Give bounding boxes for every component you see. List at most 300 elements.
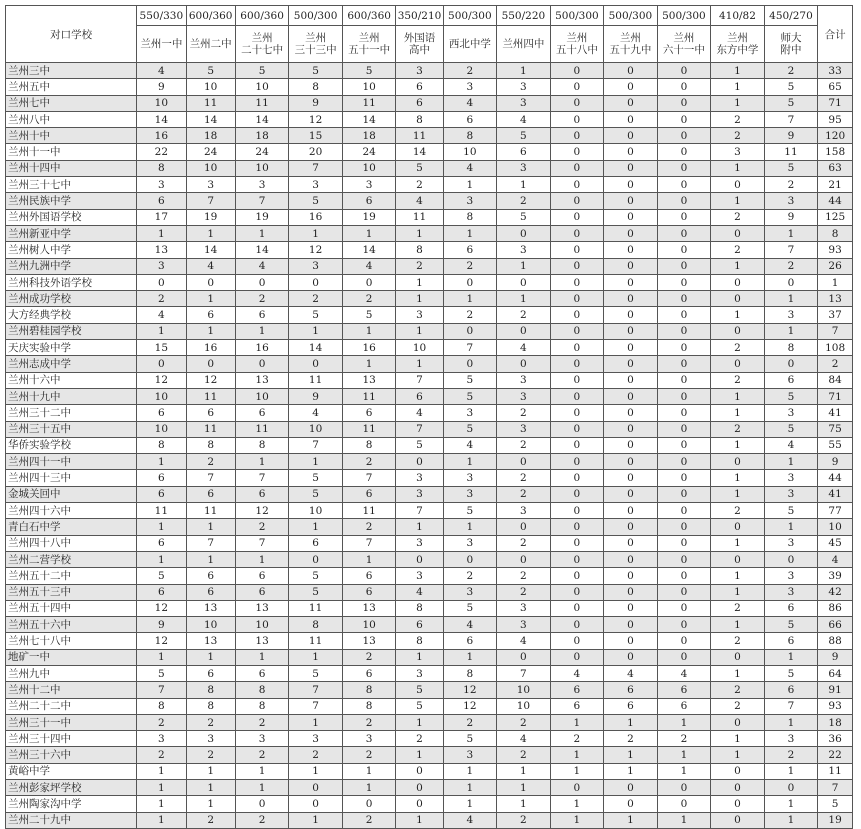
quota-cell: 0 bbox=[550, 209, 604, 225]
quota-cell: 4 bbox=[186, 258, 235, 274]
quota-cell: 0 bbox=[711, 274, 765, 290]
quota-cell: 0 bbox=[550, 405, 604, 421]
quota-cell: 12 bbox=[235, 503, 289, 519]
quota-cell: 0 bbox=[235, 796, 289, 812]
quota-cell: 2 bbox=[342, 454, 396, 470]
quota-cell: 3 bbox=[235, 177, 289, 193]
quota-cell: 0 bbox=[657, 437, 711, 453]
target-school-header bbox=[342, 26, 396, 63]
quota-cell: 0 bbox=[711, 356, 765, 372]
quota-cell: 0 bbox=[550, 600, 604, 616]
quota-cell: 6 bbox=[235, 405, 289, 421]
quota-cell: 11 bbox=[342, 421, 396, 437]
quota-cell: 2 bbox=[235, 714, 289, 730]
quota-cell: 0 bbox=[764, 356, 818, 372]
table-row bbox=[6, 731, 853, 747]
quota-cell: 13 bbox=[235, 600, 289, 616]
quota-cell: 2 bbox=[235, 291, 289, 307]
quota-cell: 0 bbox=[604, 193, 658, 209]
total-cell: 55 bbox=[818, 437, 853, 453]
source-school-cell: 兰州陶家沟中学 bbox=[6, 796, 137, 812]
quota-cell: 0 bbox=[711, 714, 765, 730]
table-row bbox=[6, 649, 853, 665]
quota-cell: 0 bbox=[342, 796, 396, 812]
quota-cell: 1 bbox=[396, 714, 443, 730]
quota-cell: 11 bbox=[396, 128, 443, 144]
quota-cell: 5 bbox=[443, 731, 497, 747]
quota-cell: 17 bbox=[137, 209, 186, 225]
quota-cell: 4 bbox=[443, 95, 497, 111]
quota-cell: 1 bbox=[396, 225, 443, 241]
quota-cell: 0 bbox=[497, 454, 551, 470]
quota-cell: 0 bbox=[657, 274, 711, 290]
quota-cell: 0 bbox=[764, 274, 818, 290]
quota-cell: 4 bbox=[497, 111, 551, 127]
quota-cell: 0 bbox=[497, 649, 551, 665]
quota-cell: 7 bbox=[497, 665, 551, 681]
quota-cell: 2 bbox=[711, 242, 765, 258]
quota-cell: 2 bbox=[342, 519, 396, 535]
quota-cell: 0 bbox=[657, 486, 711, 502]
quota-cell: 2 bbox=[342, 747, 396, 763]
quota-cell: 3 bbox=[289, 258, 343, 274]
target-school-header bbox=[289, 26, 343, 63]
quota-cell: 5 bbox=[443, 388, 497, 404]
table-row bbox=[6, 307, 853, 323]
quota-cell: 1 bbox=[711, 79, 765, 95]
quota-cell: 11 bbox=[289, 372, 343, 388]
quota-cell: 1 bbox=[711, 63, 765, 79]
quota-cell: 8 bbox=[443, 209, 497, 225]
quota-cell: 11 bbox=[235, 95, 289, 111]
total-cell: 9 bbox=[818, 454, 853, 470]
target-school-name: 二十七中 bbox=[241, 44, 284, 56]
quota-cell: 0 bbox=[289, 356, 343, 372]
quota-cell: 19 bbox=[342, 209, 396, 225]
quota-cell: 6 bbox=[443, 242, 497, 258]
quota-cell: 0 bbox=[550, 388, 604, 404]
source-school-cell: 兰州三十五中 bbox=[6, 421, 137, 437]
quota-cell: 6 bbox=[186, 405, 235, 421]
quota-cell: 3 bbox=[342, 731, 396, 747]
quota-cell: 7 bbox=[342, 535, 396, 551]
quota-cell: 5 bbox=[289, 470, 343, 486]
quota-cell: 2 bbox=[711, 503, 765, 519]
total-cell: 9 bbox=[818, 649, 853, 665]
quota-cell: 1 bbox=[137, 323, 186, 339]
quota-cell: 0 bbox=[604, 780, 658, 796]
quota-cell: 5 bbox=[396, 160, 443, 176]
quota-cell: 3 bbox=[396, 63, 443, 79]
quota-cell: 2 bbox=[289, 747, 343, 763]
quota-cell: 0 bbox=[657, 617, 711, 633]
quota-cell: 6 bbox=[443, 111, 497, 127]
quota-cell: 7 bbox=[342, 470, 396, 486]
source-school-cell: 兰州十中 bbox=[6, 128, 137, 144]
quota-cell: 3 bbox=[443, 584, 497, 600]
quota-cell: 4 bbox=[443, 160, 497, 176]
quota-cell: 1 bbox=[497, 780, 551, 796]
table-row bbox=[6, 812, 853, 828]
score-line-header: 450/270 bbox=[764, 6, 818, 26]
quota-cell: 12 bbox=[186, 372, 235, 388]
quota-cell: 2 bbox=[711, 209, 765, 225]
quota-cell: 8 bbox=[137, 698, 186, 714]
quota-cell: 0 bbox=[289, 274, 343, 290]
quota-cell: 5 bbox=[443, 421, 497, 437]
quota-cell: 6 bbox=[396, 79, 443, 95]
table-row bbox=[6, 356, 853, 372]
quota-cell: 0 bbox=[443, 551, 497, 567]
total-cell: 7 bbox=[818, 780, 853, 796]
quota-cell: 16 bbox=[289, 209, 343, 225]
quota-cell: 2 bbox=[137, 291, 186, 307]
quota-cell: 3 bbox=[764, 486, 818, 502]
source-school-cell: 兰州十六中 bbox=[6, 372, 137, 388]
quota-cell: 6 bbox=[235, 486, 289, 502]
quota-cell: 0 bbox=[711, 780, 765, 796]
quota-cell: 6 bbox=[396, 95, 443, 111]
quota-cell: 0 bbox=[657, 209, 711, 225]
target-school-name: 兰州 bbox=[619, 32, 641, 44]
quota-cell: 2 bbox=[497, 193, 551, 209]
quota-cell: 18 bbox=[186, 128, 235, 144]
quota-cell: 1 bbox=[342, 780, 396, 796]
quota-cell: 0 bbox=[550, 63, 604, 79]
quota-cell: 0 bbox=[657, 307, 711, 323]
quota-cell: 1 bbox=[289, 519, 343, 535]
quota-cell: 2 bbox=[342, 291, 396, 307]
quota-cell: 0 bbox=[711, 551, 765, 567]
quota-cell: 6 bbox=[550, 682, 604, 698]
quota-cell: 1 bbox=[657, 763, 711, 779]
table-row bbox=[6, 258, 853, 274]
table-row bbox=[6, 470, 853, 486]
quota-cell: 0 bbox=[396, 763, 443, 779]
quota-cell: 2 bbox=[711, 372, 765, 388]
table-row bbox=[6, 421, 853, 437]
quota-cell: 1 bbox=[186, 796, 235, 812]
quota-cell: 4 bbox=[550, 665, 604, 681]
quota-cell: 0 bbox=[550, 340, 604, 356]
quota-cell: 3 bbox=[289, 177, 343, 193]
quota-cell: 0 bbox=[550, 111, 604, 127]
quota-cell: 3 bbox=[137, 177, 186, 193]
quota-cell: 0 bbox=[604, 633, 658, 649]
quota-cell: 6 bbox=[137, 193, 186, 209]
total-cell: 36 bbox=[818, 731, 853, 747]
quota-cell: 3 bbox=[443, 405, 497, 421]
total-cell: 1 bbox=[818, 274, 853, 290]
quota-cell: 0 bbox=[657, 291, 711, 307]
quota-cell: 0 bbox=[550, 177, 604, 193]
total-cell: 4 bbox=[818, 551, 853, 567]
quota-cell: 1 bbox=[657, 812, 711, 828]
quota-cell: 15 bbox=[137, 340, 186, 356]
quota-cell: 0 bbox=[657, 225, 711, 241]
quota-cell: 1 bbox=[137, 454, 186, 470]
quota-cell: 5 bbox=[289, 486, 343, 502]
source-school-cell: 兰州五十三中 bbox=[6, 584, 137, 600]
quota-cell: 3 bbox=[443, 470, 497, 486]
quota-cell: 10 bbox=[396, 340, 443, 356]
quota-cell: 0 bbox=[604, 356, 658, 372]
quota-cell: 1 bbox=[764, 291, 818, 307]
source-school-cell: 兰州成功学校 bbox=[6, 291, 137, 307]
quota-cell: 8 bbox=[137, 160, 186, 176]
quota-cell: 9 bbox=[289, 95, 343, 111]
quota-cell: 7 bbox=[289, 437, 343, 453]
total-cell: 18 bbox=[818, 714, 853, 730]
target-school-name: 五十一中 bbox=[348, 44, 391, 56]
quota-cell: 2 bbox=[289, 291, 343, 307]
quota-cell: 1 bbox=[186, 649, 235, 665]
target-school-name: 外国语 bbox=[403, 32, 436, 44]
quota-cell: 1 bbox=[235, 323, 289, 339]
quota-cell: 8 bbox=[443, 128, 497, 144]
quota-cell: 8 bbox=[443, 665, 497, 681]
quota-cell: 6 bbox=[657, 682, 711, 698]
quota-cell: 4 bbox=[396, 405, 443, 421]
source-school-cell: 兰州四十八中 bbox=[6, 535, 137, 551]
table-row bbox=[6, 372, 853, 388]
quota-cell: 2 bbox=[497, 486, 551, 502]
quota-cell: 0 bbox=[657, 600, 711, 616]
quota-cell: 0 bbox=[657, 356, 711, 372]
total-cell: 120 bbox=[818, 128, 853, 144]
quota-cell: 1 bbox=[186, 519, 235, 535]
quota-cell: 11 bbox=[342, 388, 396, 404]
quota-cell: 6 bbox=[186, 486, 235, 502]
quota-cell: 6 bbox=[342, 405, 396, 421]
quota-cell: 8 bbox=[764, 340, 818, 356]
quota-cell: 6 bbox=[764, 682, 818, 698]
quota-cell: 0 bbox=[764, 780, 818, 796]
total-cell: 44 bbox=[818, 470, 853, 486]
quota-cell: 6 bbox=[137, 535, 186, 551]
quota-cell: 10 bbox=[289, 503, 343, 519]
quota-cell: 1 bbox=[497, 177, 551, 193]
total-cell: 8 bbox=[818, 225, 853, 241]
quota-cell: 2 bbox=[497, 405, 551, 421]
quota-cell: 3 bbox=[443, 535, 497, 551]
quota-cell: 1 bbox=[711, 665, 765, 681]
quota-cell: 0 bbox=[604, 63, 658, 79]
quota-cell: 3 bbox=[396, 535, 443, 551]
quota-cell: 2 bbox=[186, 812, 235, 828]
quota-cell: 0 bbox=[604, 209, 658, 225]
source-school-cell: 兰州五十四中 bbox=[6, 600, 137, 616]
quota-cell: 1 bbox=[396, 323, 443, 339]
quota-cell: 0 bbox=[497, 225, 551, 241]
quota-cell: 5 bbox=[764, 79, 818, 95]
quota-cell: 10 bbox=[186, 617, 235, 633]
quota-cell: 6 bbox=[604, 682, 658, 698]
quota-cell: 16 bbox=[186, 340, 235, 356]
quota-cell: 0 bbox=[657, 63, 711, 79]
quota-cell: 2 bbox=[235, 812, 289, 828]
total-cell: 21 bbox=[818, 177, 853, 193]
total-cell: 108 bbox=[818, 340, 853, 356]
quota-cell: 7 bbox=[289, 682, 343, 698]
source-school-cell: 兰州七十八中 bbox=[6, 633, 137, 649]
quota-cell: 0 bbox=[137, 274, 186, 290]
quota-cell: 0 bbox=[604, 79, 658, 95]
table-row bbox=[6, 405, 853, 421]
allocation-table-container bbox=[5, 5, 853, 829]
quota-cell: 3 bbox=[497, 372, 551, 388]
quota-cell: 0 bbox=[657, 177, 711, 193]
quota-cell: 1 bbox=[186, 551, 235, 567]
quota-cell: 6 bbox=[764, 600, 818, 616]
quota-cell: 0 bbox=[657, 372, 711, 388]
quota-cell: 1 bbox=[137, 812, 186, 828]
table-row bbox=[6, 63, 853, 79]
quota-cell: 2 bbox=[497, 584, 551, 600]
quota-cell: 0 bbox=[550, 225, 604, 241]
quota-cell: 5 bbox=[764, 388, 818, 404]
total-cell: 41 bbox=[818, 486, 853, 502]
quota-cell: 14 bbox=[186, 111, 235, 127]
quota-cell: 10 bbox=[186, 79, 235, 95]
quota-cell: 1 bbox=[764, 649, 818, 665]
total-cell: 86 bbox=[818, 600, 853, 616]
quota-cell: 3 bbox=[497, 388, 551, 404]
quota-cell: 0 bbox=[604, 568, 658, 584]
quota-cell: 3 bbox=[186, 731, 235, 747]
quota-cell: 13 bbox=[186, 600, 235, 616]
quota-cell: 0 bbox=[289, 796, 343, 812]
source-school-cell: 兰州十二中 bbox=[6, 682, 137, 698]
target-school-header bbox=[550, 26, 604, 63]
quota-cell: 11 bbox=[289, 600, 343, 616]
quota-cell: 1 bbox=[711, 193, 765, 209]
quota-cell: 1 bbox=[235, 551, 289, 567]
quota-cell: 8 bbox=[396, 242, 443, 258]
quota-cell: 8 bbox=[396, 111, 443, 127]
total-cell: 88 bbox=[818, 633, 853, 649]
quota-cell: 0 bbox=[550, 454, 604, 470]
quota-cell: 11 bbox=[235, 421, 289, 437]
total-cell: 91 bbox=[818, 682, 853, 698]
quota-cell: 1 bbox=[550, 812, 604, 828]
quota-cell: 1 bbox=[235, 763, 289, 779]
quota-cell: 1 bbox=[443, 225, 497, 241]
quota-cell: 1 bbox=[711, 617, 765, 633]
quota-cell: 0 bbox=[550, 193, 604, 209]
table-row bbox=[6, 551, 853, 567]
target-school-name: 高中 bbox=[409, 44, 430, 56]
quota-cell: 5 bbox=[289, 63, 343, 79]
quota-cell: 10 bbox=[235, 388, 289, 404]
quota-cell: 9 bbox=[289, 388, 343, 404]
quota-cell: 8 bbox=[186, 437, 235, 453]
quota-cell: 3 bbox=[764, 307, 818, 323]
quota-cell: 1 bbox=[443, 796, 497, 812]
quota-cell: 1 bbox=[604, 714, 658, 730]
quota-cell: 0 bbox=[604, 225, 658, 241]
target-school-name: 三十三中 bbox=[294, 44, 337, 56]
quota-cell: 11 bbox=[186, 95, 235, 111]
quota-cell: 1 bbox=[289, 812, 343, 828]
quota-cell: 0 bbox=[550, 617, 604, 633]
quota-cell: 6 bbox=[235, 307, 289, 323]
quota-cell: 0 bbox=[657, 128, 711, 144]
quota-cell: 0 bbox=[550, 128, 604, 144]
quota-cell: 3 bbox=[764, 193, 818, 209]
quota-cell: 0 bbox=[604, 486, 658, 502]
quota-cell: 3 bbox=[497, 242, 551, 258]
quota-cell: 0 bbox=[657, 535, 711, 551]
table-row bbox=[6, 486, 853, 502]
quota-cell: 6 bbox=[186, 307, 235, 323]
target-school-header bbox=[186, 26, 235, 63]
table-row bbox=[6, 79, 853, 95]
target-school-name: 兰州 bbox=[358, 32, 380, 44]
quota-cell: 1 bbox=[396, 291, 443, 307]
quota-cell: 9 bbox=[764, 128, 818, 144]
quota-cell: 6 bbox=[497, 144, 551, 160]
quota-cell: 2 bbox=[711, 111, 765, 127]
quota-cell: 8 bbox=[186, 698, 235, 714]
quota-cell: 1 bbox=[604, 812, 658, 828]
source-school-cell: 兰州四十三中 bbox=[6, 470, 137, 486]
table-row bbox=[6, 242, 853, 258]
quota-cell: 1 bbox=[711, 388, 765, 404]
quota-cell: 8 bbox=[342, 437, 396, 453]
quota-cell: 6 bbox=[604, 698, 658, 714]
quota-cell: 1 bbox=[550, 796, 604, 812]
quota-cell: 0 bbox=[657, 633, 711, 649]
target-school-header bbox=[604, 26, 658, 63]
quota-cell: 1 bbox=[137, 796, 186, 812]
quota-cell: 1 bbox=[764, 454, 818, 470]
quota-cell: 3 bbox=[137, 258, 186, 274]
quota-cell: 3 bbox=[497, 160, 551, 176]
quota-cell: 6 bbox=[137, 470, 186, 486]
quota-cell: 4 bbox=[657, 665, 711, 681]
table-row bbox=[6, 698, 853, 714]
quota-cell: 1 bbox=[289, 323, 343, 339]
quota-cell: 3 bbox=[764, 731, 818, 747]
quota-cell: 1 bbox=[235, 454, 289, 470]
quota-cell: 1 bbox=[396, 812, 443, 828]
quota-cell: 5 bbox=[764, 421, 818, 437]
total-cell: 26 bbox=[818, 258, 853, 274]
table-row bbox=[6, 568, 853, 584]
quota-cell: 7 bbox=[137, 682, 186, 698]
quota-cell: 0 bbox=[657, 503, 711, 519]
quota-cell: 1 bbox=[443, 780, 497, 796]
quota-cell: 3 bbox=[497, 617, 551, 633]
quota-cell: 0 bbox=[657, 470, 711, 486]
quota-cell: 0 bbox=[657, 193, 711, 209]
quota-cell: 0 bbox=[604, 111, 658, 127]
quota-cell: 5 bbox=[396, 698, 443, 714]
source-school-cell: 华侨实验学校 bbox=[6, 437, 137, 453]
quota-cell: 7 bbox=[396, 372, 443, 388]
quota-cell: 2 bbox=[342, 812, 396, 828]
quota-cell: 5 bbox=[137, 568, 186, 584]
quota-cell: 6 bbox=[764, 633, 818, 649]
quota-cell: 12 bbox=[137, 372, 186, 388]
quota-cell: 0 bbox=[186, 356, 235, 372]
total-cell: 37 bbox=[818, 307, 853, 323]
quota-cell: 1 bbox=[186, 780, 235, 796]
quota-cell: 1 bbox=[711, 307, 765, 323]
quota-cell: 1 bbox=[289, 649, 343, 665]
quota-cell: 0 bbox=[550, 649, 604, 665]
